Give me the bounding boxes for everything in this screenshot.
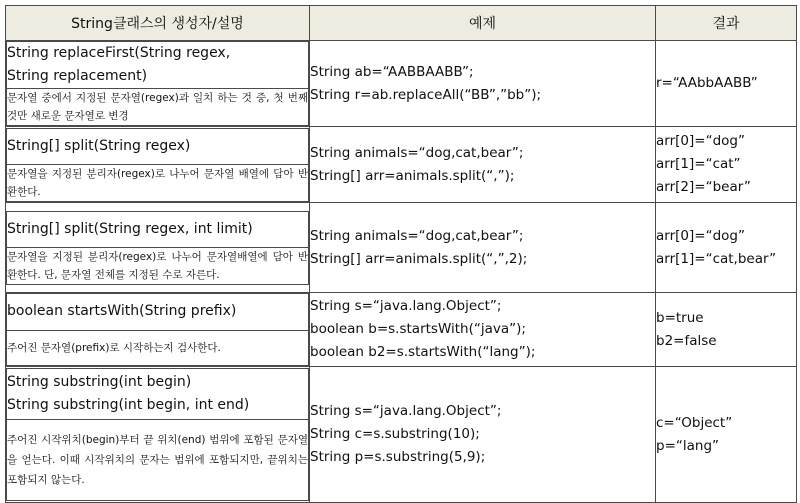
method-description: 문자열을 지정된 분리자(regex)로 나누어 문자열배열에 담아 반환한다. 단, 문자열 전체를 지정된 수로 자른다. xyxy=(7,247,309,284)
table-row xyxy=(6,41,797,127)
header-result: 결과 xyxy=(656,6,797,41)
example-code: String s=“java.lang.Object”; boolean b=s.startsWith(“java”); boolean b2=s.startsWith(“lang”); xyxy=(310,293,656,367)
table-row xyxy=(6,367,797,503)
method-cell xyxy=(6,293,310,367)
table-row xyxy=(6,127,797,203)
header-constructor-description: String클래스의 생성자/설명 xyxy=(6,6,310,41)
method-cell xyxy=(6,203,310,293)
result-value: b=true b2=false xyxy=(656,293,797,367)
method-signature: String replaceFirst(String regex, String replacement) xyxy=(7,42,309,89)
result-value: c=“Object” p=“lang” xyxy=(656,367,797,503)
method-description: 문자열을 지정된 분리자(regex)로 나누어 문자열 배열에 담아 반환한다. xyxy=(7,164,309,201)
result-value: arr[0]=“dog” arr[1]=“cat,bear” xyxy=(656,203,797,293)
method-signature: String[] split(String regex, int limit) xyxy=(7,211,309,247)
method-description: 주어진 시작위치(begin)부터 끝 위치(end) 범위에 포함된 문자열을 얻는다. 이때 시작위치의 문자는 범위에 포함되지만, 끝위치는 포함되지 않는다. xyxy=(7,420,309,501)
header-example: 예제 xyxy=(310,6,656,41)
method-cell xyxy=(6,367,310,503)
example-code: String s=“java.lang.Object”; String c=s.substring(10); String p=s.substring(5,9); xyxy=(310,367,656,503)
example-code: String animals=“dog,cat,bear”; String[] arr=animals.split(“,”); xyxy=(310,127,656,203)
method-signature: String substring(int begin) String substring(int begin, int end) xyxy=(7,369,309,420)
result-value: r=“AAbbAABB” xyxy=(656,41,797,127)
method-description: 문자열 중에서 지정된 문자열(regex)과 일치 하는 것 중, 첫 번째 것만 새로운 문자열로 변경 xyxy=(7,89,309,126)
method-cell xyxy=(6,127,310,203)
string-methods-table xyxy=(5,5,797,503)
method-description: 주어진 문자열(prefix)로 시작하는지 검사한다. xyxy=(7,331,309,366)
method-signature: boolean startsWith(String prefix) xyxy=(7,294,309,331)
table-row xyxy=(6,203,797,293)
result-value: arr[0]=“dog” arr[1]=“cat” arr[2]=“bear” xyxy=(656,127,797,203)
table-row xyxy=(6,293,797,367)
example-code: String animals=“dog,cat,bear”; String[] arr=animals.split(“,”,2); xyxy=(310,203,656,293)
method-signature: String[] split(String regex) xyxy=(7,128,309,164)
header-row xyxy=(6,6,797,41)
example-code: String ab=“AABBAABB”; String r=ab.replaceAll(“BB”,”bb”); xyxy=(310,41,656,127)
method-cell xyxy=(6,41,310,127)
